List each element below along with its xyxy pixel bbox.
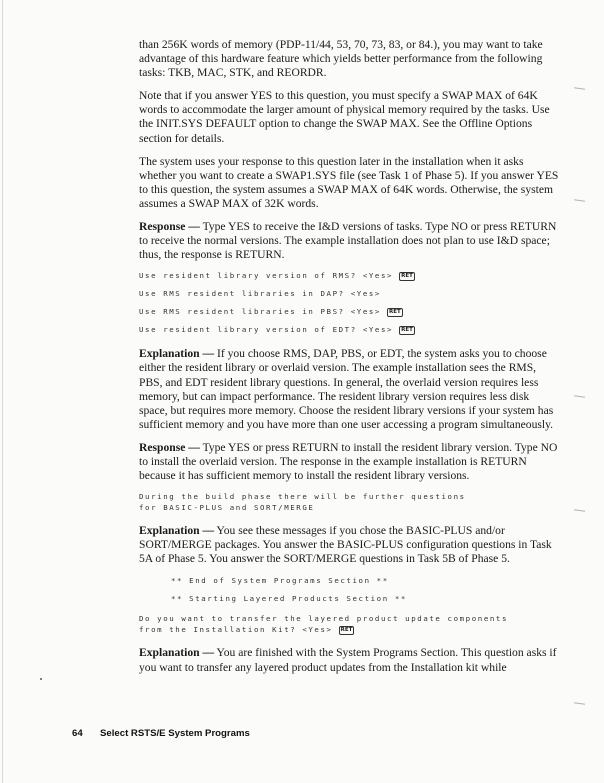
code-line: from the Installation Kit? <Yes> RET [139,625,353,635]
paragraph-swap-max-note: Note that if you answer YES to this question, you must specify a SWAP MAX of 64K words to accommodate the larger amount of physical memory required by the tasks. Use the INIT.SYS DEFAULT option to change the SWAP MAX. See the Offline Options section for details. [139,89,550,145]
banner-end-system-programs: ** End of System Programs Section ** [171,576,389,586]
response-text: Type YES to receive the I&D versions of tasks. Type NO or press RETURN to receive the normal versions. The example installation does not plan to use I&D space; thus, the response is RETURN. [139,220,557,262]
explanation-basic-sort [139,524,559,566]
explanation-text: You are finished with the System Programs Section. This question asks if you want to transfer any layered product updates from the Installation kit while [139,646,557,674]
code-line: Do you want to transfer the layered product update components [139,614,509,624]
page-content [139,38,559,684]
code-line: for BASIC-PLUS and SORT/MERGE [139,503,315,513]
return-key-icon: RET [389,309,401,316]
prompt-rms-library: Use resident library version of RMS? <Yes> RET [139,271,413,281]
paragraph-swap1-sys: The system uses your response to this question later in the installation when it asks whether you want to create a SWAP1.SYS file (see Task 1 of Phase 5). If you answer YES to this question, the system assumes a SWAP MAX of 64K words. Otherwise, the system assumes a SWAP MAX of 32K words. [139,154,559,210]
margin-mark [574,509,585,512]
build-phase-message [139,492,559,514]
code-line: During the build phase there will be further questions [139,492,466,502]
prompt-edt-library: Use resident library version of EDT? <Yes> RET [139,325,413,335]
explanation-layered-products [139,646,559,674]
explanation-label: Explanation — [139,524,215,538]
return-key-icon: RET [401,273,413,280]
response-id-space [139,220,559,262]
paragraph-memory: than 256K words of memory (PDP-11/44, 53, 70, 73, 83, or 84.), you may want to take advantage of this hardware feature which yields better performance from the following tasks: TKB, MAC, STK, and REORDR. [139,38,543,80]
scan-speck [40,678,42,680]
margin-mark [574,87,585,90]
explanation-resident-library [139,347,559,432]
return-key-icon: RET [401,327,413,334]
left-edge-rule [2,0,3,783]
margin-mark [574,702,585,705]
page-number: 64 [72,728,83,739]
explanation-text: You see these messages if you chose the BASIC-PLUS and/or SORT/MERGE packages. You answer the BASIC-PLUS configuration questions in Task 5A of Phase 5. You answer the SORT/MERGE questions in Task 5B of Phase 5. [139,524,552,566]
prompt-rms-pbs: Use RMS resident libraries in PBS? <Yes> RET [139,307,401,317]
footer-title: Select RSTS/E System Programs [100,728,250,739]
return-key-icon: RET [340,627,353,634]
explanation-label: Explanation — [139,646,215,660]
response-label: Response — [139,440,200,454]
prompt-transfer-layered [139,614,559,636]
explanation-text: If you choose RMS, DAP, PBS, or EDT, the system asks you to choose either the resident library or overlaid version. The example installation sees the RMS, PBS, and EDT resident library questions. In general, the overlaid version requires less memory, but can impact performance. The resident library version requires less disk space, but requires more memory. Choose the resident library versions if your system has sufficient memory and you have more than one user accessing a program simultaneously. [139,347,554,431]
banner-start-layered-products: ** Starting Layered Products Section ** [171,594,407,604]
explanation-label: Explanation — [139,347,215,361]
margin-mark [574,199,585,202]
response-text: Type YES or press RETURN to install the resident library version. Type NO to install the overlaid version. The response in the example installation is RETURN because it has sufficient memory to install the resident library versions. [139,440,558,483]
page-footer [72,728,250,739]
response-resident-library [139,441,559,483]
prompt-rms-dap: Use RMS resident libraries in DAP? <Yes> [139,289,381,299]
response-label: Response — [139,220,200,234]
margin-mark [574,395,585,398]
